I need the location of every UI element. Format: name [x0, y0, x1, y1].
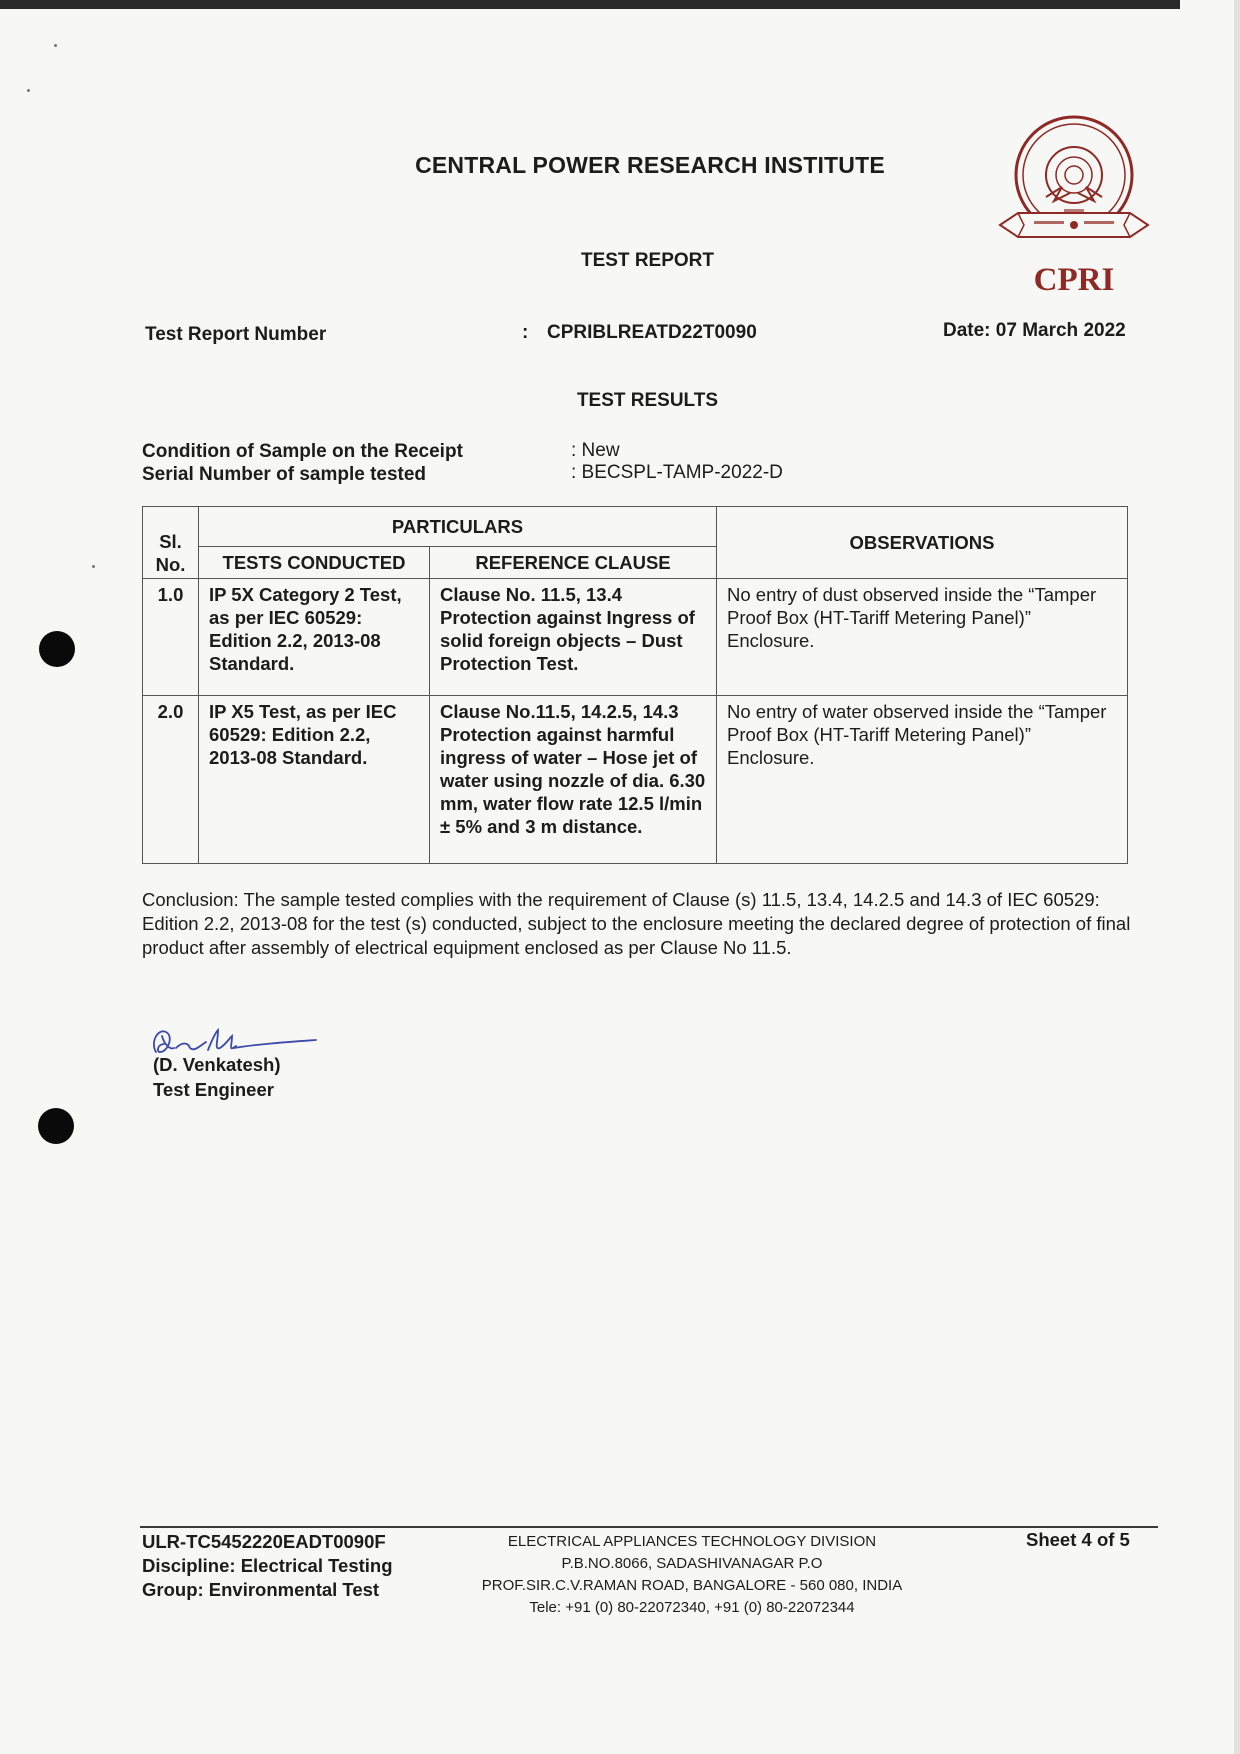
table-row: [143, 579, 1128, 696]
row-reference-clause: Clause No. 11.5, 13.4 Protection against Ingress of solid foreign objects – Dust Protection Test.: [430, 579, 717, 696]
table-header-row: [143, 507, 1128, 547]
punch-hole: [38, 1108, 74, 1144]
particulars-header: PARTICULARS: [199, 507, 717, 547]
discipline: Discipline: Electrical Testing: [142, 1555, 393, 1576]
row-test-conducted: IP X5 Test, as per IEC 60529: Edition 2.2, 2013-08 Standard.: [199, 696, 430, 864]
row-observation: No entry of water observed inside the “Tamper Proof Box (HT-Tariff Metering Panel)” Enclosure.: [717, 696, 1128, 864]
sl-no-header: [143, 507, 199, 579]
row-reference-clause: Clause No.11.5, 14.2.5, 14.3 Protection against harmful ingress of water – Hose jet of water using nozzle of dia. 6.30 mm, water flow rate 12.5 l/min ± 5% and 3 m distance.: [430, 696, 717, 864]
report-number-label: Test Report Number: [145, 324, 327, 345]
cpri-logo: CPRI: [1033, 262, 1115, 298]
address-line: ELECTRICAL APPLIANCES TECHNOLOGY DIVISION: [507, 1533, 877, 1550]
sl-no-header-line2: No.: [155, 554, 186, 575]
address-line: Tele: +91 (0) 80-22072340, +91 (0) 80-22072344: [529, 1599, 855, 1616]
footer-lab-info: [142, 1530, 393, 1602]
cpri-seal-icon: [994, 113, 1154, 253]
sheet-number: Sheet 4 of 5: [1026, 1529, 1130, 1550]
tests-conducted-header: TESTS CONDUCTED: [199, 547, 430, 579]
serial-value: : BECSPL-TAMP-2022-D: [571, 462, 783, 483]
signatory-name: (D. Venkatesh): [153, 1054, 281, 1075]
scan-speck: [92, 565, 95, 568]
reference-clause-header: REFERENCE CLAUSE: [430, 547, 717, 579]
row-observation: No entry of dust observed inside the “Tamper Proof Box (HT-Tariff Metering Panel)” Enclosure.: [717, 579, 1128, 696]
condition-value: : New: [571, 440, 620, 461]
observations-header: OBSERVATIONS: [717, 507, 1128, 579]
serial-label: Serial Number of sample tested: [142, 464, 427, 485]
row-test-conducted: IP 5X Category 2 Test, as per IEC 60529: Edition 2.2, 2013-08 Standard.: [199, 579, 430, 696]
table-row: [143, 696, 1128, 864]
results-title: TEST RESULTS: [576, 390, 719, 411]
test-results-table: [142, 506, 1128, 864]
address-line: PROF.SIR.C.V.RAMAN ROAD, BANGALORE - 560 080, INDIA: [481, 1577, 903, 1594]
scan-speck: [54, 44, 57, 47]
condition-label: Condition of Sample on the Receipt: [142, 441, 463, 462]
footer-divider: [140, 1526, 1158, 1528]
row-sl-no: 1.0: [143, 579, 199, 696]
institute-name: CENTRAL POWER RESEARCH INSTITUTE: [415, 152, 885, 178]
group: Group: Environmental Test: [142, 1579, 380, 1600]
report-number-value: CPRIBLREATD22T0090: [547, 322, 757, 343]
signatory-designation: Test Engineer: [153, 1079, 274, 1100]
report-number-separator: :: [522, 322, 529, 343]
ulr-number: ULR-TC5452220EADT0090F: [142, 1531, 386, 1552]
report-date: Date: 07 March 2022: [943, 320, 1126, 341]
conclusion-text: Conclusion: The sample tested complies with the requirement of Clause (s) 11.5, 13.4, 14.2.5 and 14.3 of IEC 60529: Edition 2.2, 2013-08 for the test (s) conducted, subject to the enclosure meeting the declared degree of protection of final product after assembly of electrical equipment enclosed as per Clause No 11.5.: [142, 889, 1131, 958]
scan-speck: [27, 89, 30, 92]
sl-no-header-line1: Sl.: [159, 531, 182, 552]
row-sl-no: 2.0: [143, 696, 199, 864]
punch-hole: [39, 631, 75, 667]
scan-top-edge: [0, 0, 1180, 9]
footer-address: [442, 1531, 942, 1619]
signatory-block: [153, 1052, 281, 1102]
address-line: P.B.NO.8066, SADASHIVANAGAR P.O: [561, 1555, 823, 1572]
report-title: TEST REPORT: [580, 250, 714, 271]
